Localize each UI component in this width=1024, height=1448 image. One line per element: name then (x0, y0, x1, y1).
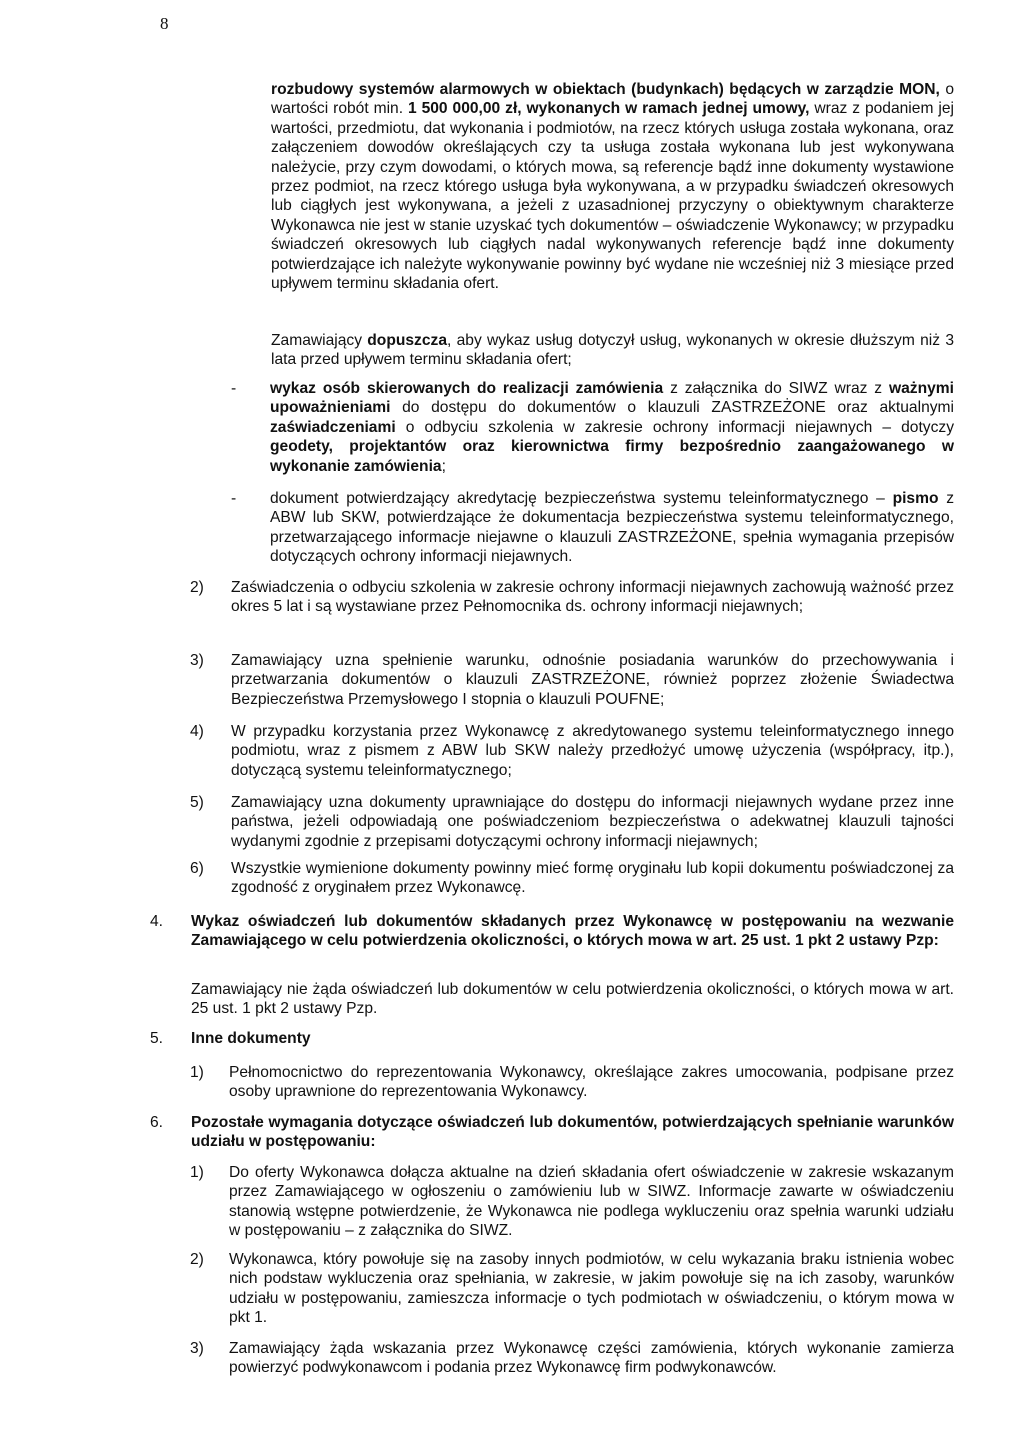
allows-bold: dopuszcza (367, 332, 447, 349)
staff-list-text-2: do dostępu do dokumentów o klauzuli ZASTRZEŻONE oraz aktualnymi (390, 399, 954, 417)
item-6-number: 6) (190, 860, 204, 877)
staff-list-bold-2: ważnymi upoważnieniami (270, 380, 954, 417)
section-4-heading: Wykaz oświadczeń lub dokumentów składanych przez Wykonawcę w postępowaniu na wezwanie Zamawiającego w celu potwierdzenia okoliczności, o których mowa w art. 25 ust. 1 pkt 2 ustawy Pzp: (191, 913, 954, 950)
section-6-heading: Pozostałe wymagania dotyczące oświadczeń lub dokumentów, potwierdzających spełnianie warunków udziału w postępowaniu: (191, 1114, 954, 1151)
page-number: 8 (160, 14, 169, 33)
staff-list-bold-4: geodety, projektantów oraz kierownictwa firmy bezpośrednio zaangażowanego w wykonanie zamówienia (270, 438, 954, 475)
staff-list-bold: wykaz osób skierowanych do realizacji zamówienia (270, 380, 664, 397)
item-3-text: Zamawiający uzna spełnienie warunku, odnośnie posiadania warunków do przechowywania i przetwarzania dokumentów o klauzuli ZASTRZEŻONE, również poprzez złożenie Świadectwa Bezpieczeństwa Przemysłowego I stopnia o klauzuli POUFNE; (231, 652, 954, 708)
section-6-item-2-text: Wykonawca, który powołuje się na zasoby innych podmiotów, w celu wykazania braku istnienia wobec nich podstaw wykluczenia oraz spełniania, w zakresie, w jakim powołuje się na ich zasoby, warunków udziału w postępowaniu, zamieszcza informacje o tych podmiotach w oświadczeniu, o którym mowa w pkt 1. (229, 1251, 954, 1327)
dash-item-accreditation (270, 489, 954, 567)
dash-bullet-2: - (231, 490, 237, 507)
accreditation-text-1: dokument potwierdzający akredytację bezpieczeństwa systemu teleinformatycznego – (270, 490, 893, 507)
item-3-number: 3) (190, 652, 204, 669)
staff-list-bold-3: zaświadczeniami (270, 418, 396, 436)
section-6-item-3-number: 3) (190, 1340, 204, 1357)
intro-bold-amount: 1 500 000,00 zł, wykonanych w ramach jednej umowy, (407, 100, 810, 118)
section-5-heading: Inne dokumenty (191, 1030, 311, 1047)
accreditation-text-2: z ABW lub SKW, potwierdzające że dokumentacja bezpieczeństwa systemu teleinformatycznego, przetwarzającego informacje niejawne o klauzuli ZASTRZEŻONE, spełnia wymagania przepisów dotyczących ochrony informacji niejawnych. (270, 490, 954, 566)
accreditation-bold: pismo (892, 490, 939, 507)
allows-text-2: , aby wykaz usług dotyczył usług, wykonanych w okresie dłuższym niż 3 lata przed upływem terminu składania ofert; (271, 332, 955, 369)
section-5-item-1-number: 1) (190, 1064, 204, 1081)
item-2-text: Zaświadczenia o odbyciu szkolenia w zakresie ochrony informacji niejawnych zachowują ważność przez okres 5 lat i są wystawiane przez Pełnomocnika ds. ochrony informacji niejawnych; (231, 579, 954, 616)
section-6-item-3-text: Zamawiający żąda wskazania przez Wykonawcę części zamówienia, których wykonanie zamierza powierzyć podwykonawcom i podania przez Wykonawcę firm podwykonawców. (229, 1340, 954, 1377)
item-4-number: 4) (190, 723, 204, 740)
section-6-item-2-number: 2) (190, 1251, 204, 1268)
item-5-text: Zamawiający uzna dokumenty uprawniające do dostępu do informacji niejawnych wydane przez inne państwa, jeżeli odpowiadają one poświadczeniom bezpieczeństwa o adekwatnej klauzuli tajności wydanymi zgodnie z przepisami dotyczącymi ochrony informacji niejawnych; (231, 794, 954, 850)
item-5-number: 5) (190, 794, 204, 811)
staff-list-text-1: z załącznika do SIWZ wraz z (663, 380, 889, 397)
intro-text-value: o wartości robót min. (271, 81, 954, 118)
section-4-body: Zamawiający nie żąda oświadczeń lub dokumentów w celu potwierdzenia okoliczności, o których mowa w art. 25 ust. 1 pkt 2 ustawy Pzp. (191, 981, 954, 1018)
section-4-number: 4. (150, 913, 164, 930)
intro-paragraph (271, 80, 954, 293)
item-6-text: Wszystkie wymienione dokumenty powinny mieć formę oryginału lub kopii dokumentu poświadczonej za zgodność z oryginałem przez Wykonawcę. (231, 860, 954, 897)
allows-text-1: Zamawiający (271, 332, 368, 349)
section-6-item-1-text: Do oferty Wykonawca dołącza aktualne na dzień składania ofert oświadczenie w zakresie wskazanym przez Zamawiającego w ogłoszeniu o zamówieniu lub w SIWZ. Informacje zawarte w oświadczeniu stanowią wstępne potwierdzenie, że Wykonawca nie podlega wykluczeniu oraz spełnia warunki udziału w postępowaniu – z załącznika do SIWZ. (229, 1164, 954, 1240)
staff-list-text-3: o odbyciu szkolenia w zakresie ochrony informacji niejawnych – dotyczy (395, 418, 954, 436)
section-5-number: 5. (150, 1030, 164, 1047)
intro-text-rest: wraz z podaniem jej wartości, przedmiotu, dat wykonania i podmiotów, na rzecz których usługa została wykonana, oraz załączeniem dowodów określających czy ta usługa została wykonana lub jest wykonywana należycie, przy czym dowodami, o których mowa, są referencje bądź inne dokumenty wystawione przez podmiot, na rzecz którego usługa była wykonywana, a w przypadku świadczeń okresowych lub ciągłych jest wykonywana, a jeżeli z uzasadnionej przyczyny o obiektywnym charakterze Wykonawca nie jest w stanie uzyskać tych dokumentów – oświadczenie Wykonawcy; w przypadku świadczeń okresowych lub ciągłych nadal wykonywanych referencje bądź inne dokumenty potwierdzające ich należyte wykonywanie powinny być wydane nie wcześniej niż 3 miesiące przed upływem terminu składania ofert. (271, 100, 954, 293)
item-2-number: 2) (190, 579, 204, 596)
allows-paragraph (271, 331, 954, 370)
section-6-item-1-number: 1) (190, 1164, 204, 1181)
intro-bold-start: rozbudowy systemów alarmowych w obiektach (budynkach) będących w zarządzie MON, (271, 81, 940, 98)
dash-item-staff-list (270, 379, 954, 476)
staff-list-text-4: ; (441, 457, 446, 475)
section-5-item-1-text: Pełnomocnictwo do reprezentowania Wykonawcy, określające zakres umocowania, podpisane przez osoby uprawnione do reprezentowania Wykonawcy. (229, 1064, 954, 1101)
dash-bullet-1: - (231, 380, 237, 397)
item-4-text: W przypadku korzystania przez Wykonawcę z akredytowanego systemu teleinformatycznego innego podmiotu, wraz z pismem z ABW lub SKW należy przedłożyć umowę użyczenia (współpracy, itp.), dotyczącą systemu teleinformatycznego; (231, 723, 954, 779)
section-6-number: 6. (150, 1114, 164, 1131)
